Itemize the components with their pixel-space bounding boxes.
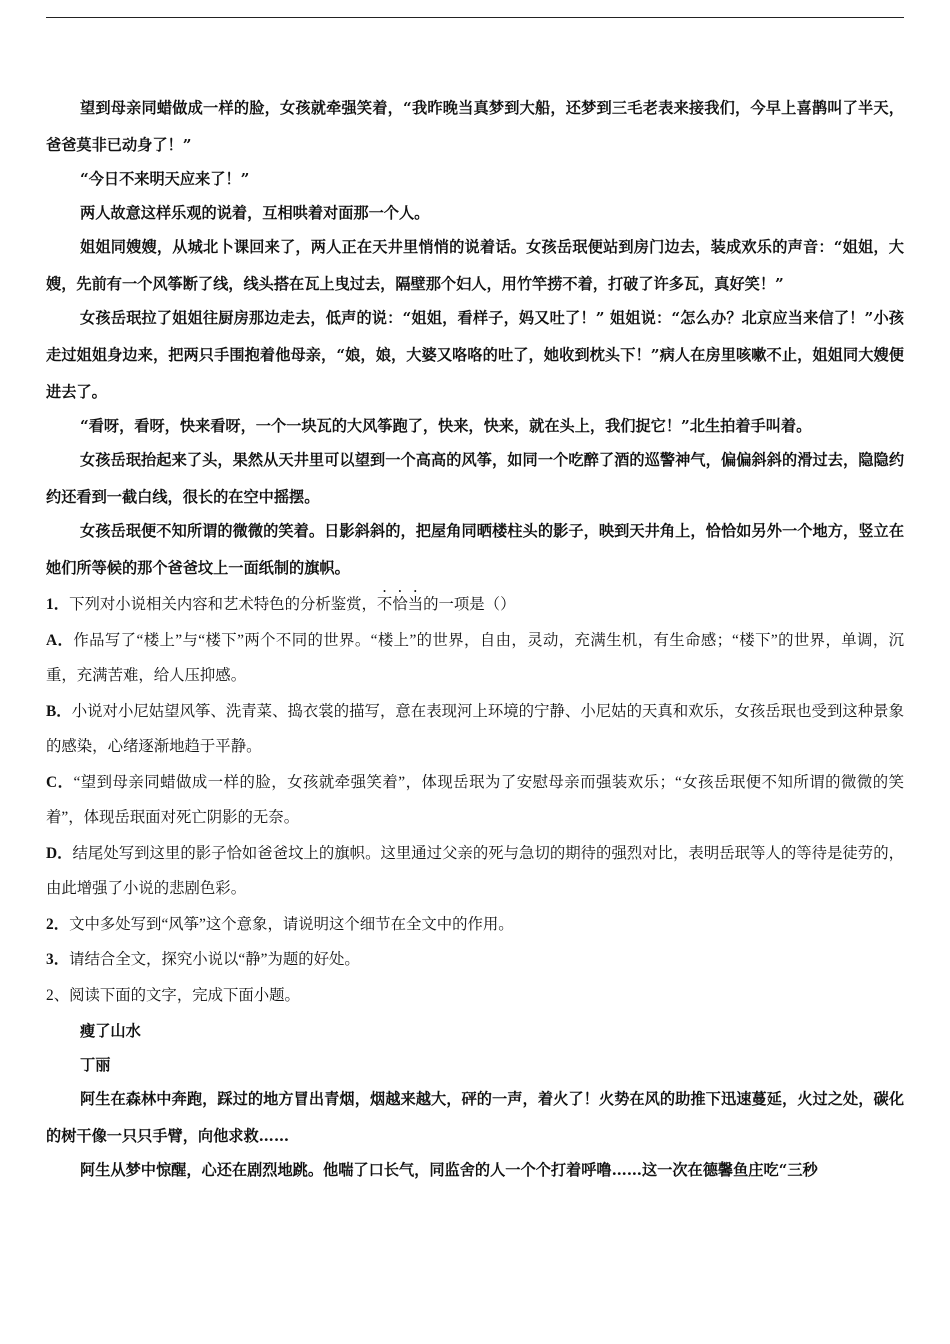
option-a xyxy=(46,623,904,694)
header-rule xyxy=(46,17,904,18)
option-b xyxy=(46,694,904,765)
question-number: 3． xyxy=(46,951,70,968)
story-paragraph: 女孩岳珉拉了姐姐往厨房那边走去，低声的说：“姐姐，看样子，妈又吐了！” 姐姐说：“怎么办？北京应当来信了！”小孩走过姐姐身边来，把两只手围抱着他母亲，“娘，娘，大婆又咯咯的吐了，她收到枕头下！”病人在房里咳嗽不止，姐姐同大嫂便进去了。 xyxy=(46,309,904,401)
option-label: B． xyxy=(46,702,72,720)
option-text: “望到母亲同蜡做成一样的脸，女孩就牵强笑着”，体现岳珉为了安慰母亲而强装欢乐；“女孩岳珉便不知所谓的微微的笑着”，体现岳珉面对死亡阴影的无奈。 xyxy=(46,773,904,826)
option-text: 作品写了“楼上”与“楼下”两个不同的世界。“楼上”的世界，自由，灵动，充满生机，有生命感；“楼下”的世界，单调，沉重，充满苦难，给人压抑感。 xyxy=(46,631,904,684)
story-paragraph: 女孩岳珉便不知所谓的微微的笑着。日影斜斜的，把屋角同晒楼柱头的影子，映到天井角上，恰恰如另外一个地方，竖立在她们所等候的那个爸爸坟上一面纸制的旗帜。 xyxy=(46,522,904,577)
option-label: A． xyxy=(46,631,74,649)
emphasis-text: 不恰当 xyxy=(376,596,424,613)
option-d xyxy=(46,836,904,907)
question-text: 请结合全文，探究小说以“静”为题的好处。 xyxy=(69,951,360,968)
question-number: 1． xyxy=(46,596,70,613)
section-heading: 2、阅读下面的文字，完成下面小题。 xyxy=(46,986,300,1004)
story-paragraph: 阿生从梦中惊醒，心还在剧烈地跳。他喘了口长气，同监舍的人一个个打着呼噜……这一次在德馨鱼庄吃“三秒 xyxy=(80,1161,818,1179)
option-c xyxy=(46,765,904,836)
question-2 xyxy=(46,907,904,943)
story-paragraph: 姐姐同嫂嫂，从城北卜课回来了，两人正在天井里悄悄的说着话。女孩岳珉便站到房门边去，装成欢乐的声音：“姐姐，大嫂，先前有一个风筝断了线，线头搭在瓦上曳过去，隔壁那个妇人，用竹竿捞不着，打破了许多瓦，真好笑！” xyxy=(46,238,904,293)
option-label: C． xyxy=(46,773,74,791)
passage-author: 丁丽 xyxy=(80,1056,111,1074)
story-paragraph: 女孩岳珉抬起来了头，果然从天井里可以望到一个高高的风筝，如同一个吃醉了酒的巡警神气，偏偏斜斜的滑过去，隐隐约约还看到一截白线，很长的在空中摇摆。 xyxy=(46,451,904,506)
question-stem: 下列对小说相关内容和艺术特色的分析鉴赏， xyxy=(69,596,377,613)
question-stem-end: 的一项是（） xyxy=(423,596,516,613)
question-number: 2． xyxy=(46,915,70,933)
question-1 xyxy=(46,587,904,623)
option-text: 结尾处写到这里的影子恰如爸爸坟上的旗帜。这里通过父亲的死与急切的期待的强烈对比，表明岳珉等人的等待是徒劳的，由此增强了小说的悲剧色彩。 xyxy=(46,844,904,897)
story-paragraph: “今日不来明天应来了！” xyxy=(80,170,250,188)
document-page xyxy=(46,90,904,1189)
story-paragraph: 两人故意这样乐观的说着，互相哄着对面那一个人。 xyxy=(80,204,430,222)
question-3 xyxy=(46,942,904,978)
story-paragraph: “看呀，看呀，快来看呀，一个一块瓦的大风筝跑了，快来，快来，就在头上，我们捉它！”北生拍着手叫着。 xyxy=(80,417,812,435)
option-text: 小说对小尼姑望风筝、洗青菜、捣衣裳的描写，意在表现河上环境的宁静、小尼姑的天真和欢乐，女孩岳珉也受到这种景象的感染，心绪逐渐地趋于平静。 xyxy=(46,702,904,755)
story-paragraph: 阿生在森林中奔跑，踩过的地方冒出青烟，烟越来越大，砰的一声，着火了！火势在风的助推下迅速蔓延，火过之处，碳化的树干像一只只手臂，向他求救…… xyxy=(46,1090,904,1145)
passage-title: 瘦了山水 xyxy=(80,1022,141,1040)
question-text: 文中多处写到“风筝”这个意象，请说明这个细节在全文中的作用。 xyxy=(69,915,514,933)
story-paragraph: 望到母亲同蜡做成一样的脸，女孩就牵强笑着，“我昨晚当真梦到大船，还梦到三毛老表来接我们，今早上喜鹊叫了半天，爸爸莫非已动身了！” xyxy=(46,99,904,154)
option-label: D． xyxy=(46,844,73,862)
